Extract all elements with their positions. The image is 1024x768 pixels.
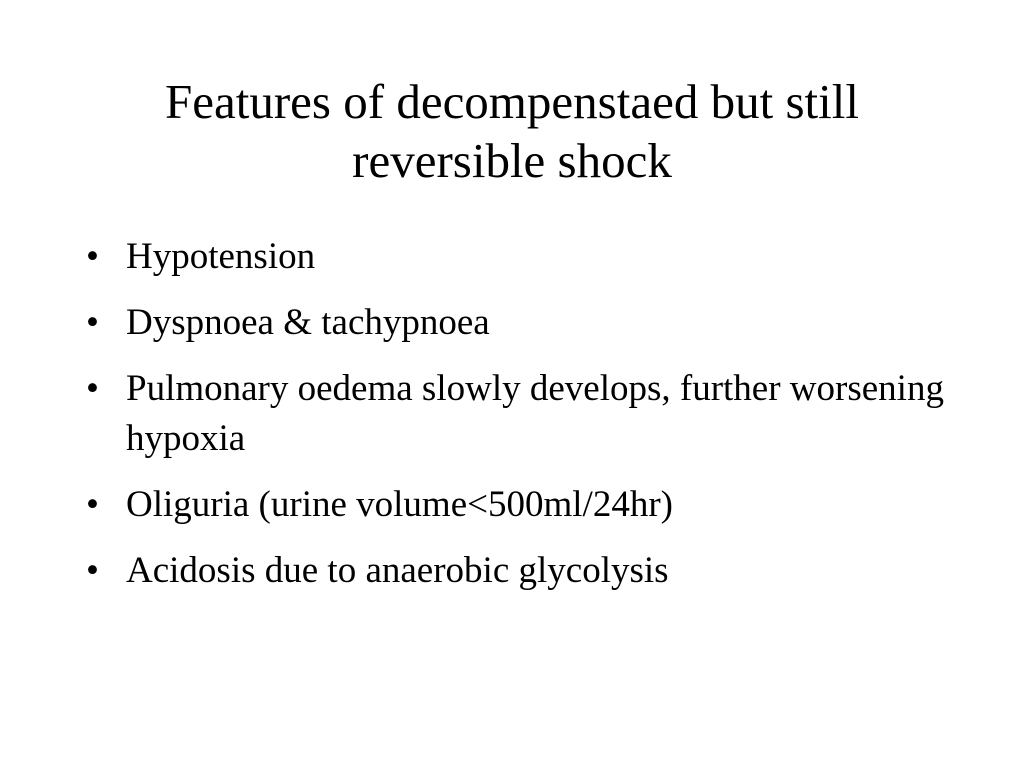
bullet-item xyxy=(86,364,966,464)
bullet-item xyxy=(86,480,966,530)
bullet-item xyxy=(86,546,966,596)
bullet-dot-icon: • xyxy=(86,302,99,343)
bullet-dot-icon: • xyxy=(86,484,99,525)
bullet-dot-icon: • xyxy=(86,236,99,277)
bullet-text: Pulmonary oedema slowly develops, further worsening hypoxia xyxy=(126,368,944,459)
bullet-text: Dyspnoea & tachypnoea xyxy=(126,302,490,343)
bullet-dot-icon: • xyxy=(86,550,99,591)
bullet-dot-icon: • xyxy=(86,368,99,409)
slide-title-line-1: Features of decompenstaed but still xyxy=(165,74,859,129)
bullet-text: Oliguria (urine volume<500ml/24hr) xyxy=(126,484,673,525)
slide-title-line-2: reversible shock xyxy=(352,133,672,188)
bullet-list xyxy=(86,232,966,612)
bullet-item xyxy=(86,298,966,348)
bullet-text: Acidosis due to anaerobic glycolysis xyxy=(126,550,669,591)
bullet-text: Hypotension xyxy=(126,236,316,277)
bullet-item xyxy=(86,232,966,282)
slide-title xyxy=(60,72,964,190)
